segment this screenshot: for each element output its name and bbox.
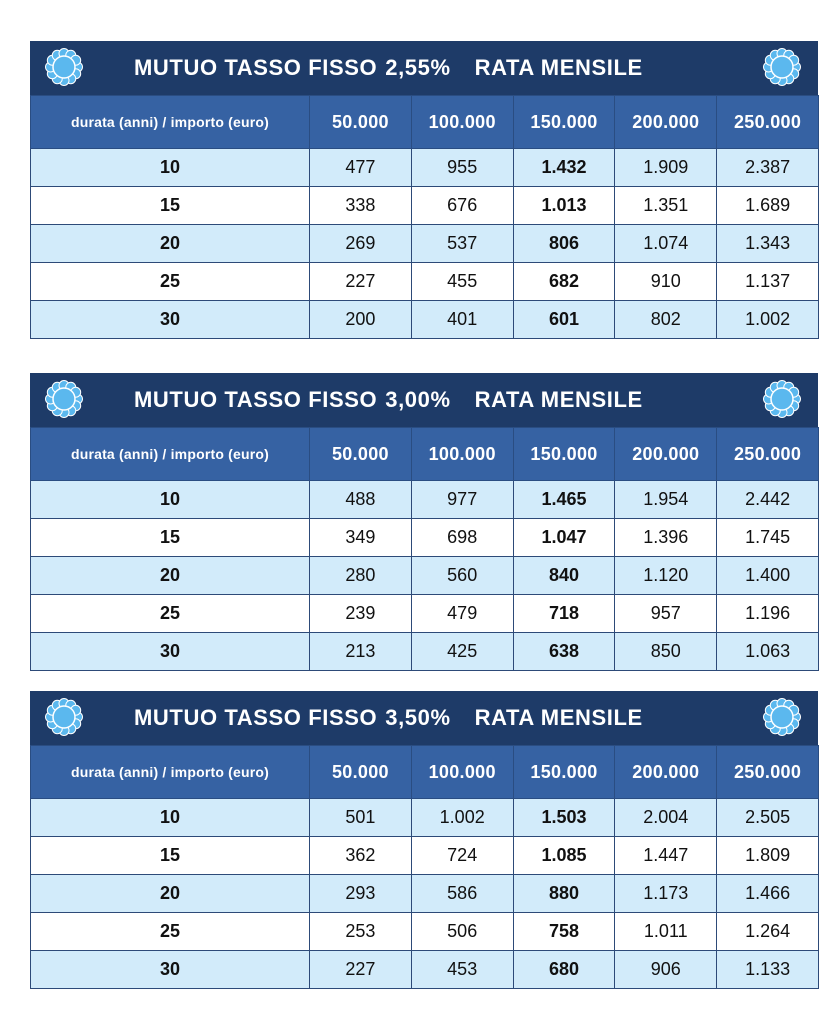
monthly-payment-cell: 227 xyxy=(310,951,412,989)
monthly-payment-cell: 957 xyxy=(615,595,717,633)
monthly-payment-cell: 910 xyxy=(615,263,717,301)
interest-rate: 3,00% xyxy=(385,387,451,412)
monthly-payment-cell: 680 xyxy=(513,951,615,989)
monthly-payment-cell: 1.432 xyxy=(513,149,615,187)
monthly-payment-cell: 586 xyxy=(411,875,513,913)
table-title-bar xyxy=(30,373,818,427)
table-row xyxy=(31,913,819,951)
monthly-payment-cell: 955 xyxy=(411,149,513,187)
monthly-payment-cell: 802 xyxy=(615,301,717,339)
monthly-payment-cell: 880 xyxy=(513,875,615,913)
monthly-payment-cell: 239 xyxy=(310,595,412,633)
table-title-bar xyxy=(30,691,818,745)
table-title xyxy=(134,691,643,745)
monthly-payment-cell: 1.196 xyxy=(717,595,819,633)
header-label: durata (anni) / importo (euro) xyxy=(31,746,310,799)
monthly-payment-cell: 906 xyxy=(615,951,717,989)
monthly-payment-cell: 560 xyxy=(411,557,513,595)
monthly-payment-cell: 1.503 xyxy=(513,799,615,837)
monthly-payment-cell: 269 xyxy=(310,225,412,263)
monthly-payment-cell: 455 xyxy=(411,263,513,301)
monthly-payment-cell: 1.343 xyxy=(717,225,819,263)
monthly-payment-cell: 253 xyxy=(310,913,412,951)
amount-header: 200.000 xyxy=(615,428,717,481)
interest-rate: 2,55% xyxy=(385,55,451,80)
duration-years-cell: 25 xyxy=(31,913,310,951)
monthly-payment-cell: 1.909 xyxy=(615,149,717,187)
amount-header: 200.000 xyxy=(615,746,717,799)
monthly-payment-cell: 977 xyxy=(411,481,513,519)
rate-table xyxy=(30,427,819,671)
amount-header: 250.000 xyxy=(717,428,819,481)
monthly-payment-cell: 2.505 xyxy=(717,799,819,837)
duration-years-cell: 30 xyxy=(31,951,310,989)
amount-header: 150.000 xyxy=(513,746,615,799)
table-title xyxy=(134,41,643,95)
amount-header: 250.000 xyxy=(717,746,819,799)
amount-header: 50.000 xyxy=(310,428,412,481)
table-title xyxy=(134,373,643,427)
monthly-payment-cell: 1.133 xyxy=(717,951,819,989)
monthly-payment-cell: 1.745 xyxy=(717,519,819,557)
header-row xyxy=(31,96,819,149)
monthly-payment-cell: 227 xyxy=(310,263,412,301)
table-row xyxy=(31,301,819,339)
amount-header: 50.000 xyxy=(310,746,412,799)
monthly-payment-cell: 1.447 xyxy=(615,837,717,875)
monthly-payment-cell: 453 xyxy=(411,951,513,989)
table-row xyxy=(31,951,819,989)
table-row xyxy=(31,519,819,557)
amount-header: 150.000 xyxy=(513,428,615,481)
duration-years-cell: 25 xyxy=(31,595,310,633)
monthly-payment-cell: 479 xyxy=(411,595,513,633)
mortgage-table-block-3 xyxy=(30,691,818,989)
title-label: RATA MENSILE xyxy=(474,387,643,412)
interest-rate: 3,50% xyxy=(385,705,451,730)
amount-header: 100.000 xyxy=(411,428,513,481)
monthly-payment-cell: 501 xyxy=(310,799,412,837)
header-label: durata (anni) / importo (euro) xyxy=(31,96,310,149)
table-row xyxy=(31,633,819,671)
monthly-payment-cell: 2.387 xyxy=(717,149,819,187)
monthly-payment-cell: 1.465 xyxy=(513,481,615,519)
monthly-payment-cell: 200 xyxy=(310,301,412,339)
duration-years-cell: 30 xyxy=(31,301,310,339)
monthly-payment-cell: 280 xyxy=(310,557,412,595)
monthly-payment-cell: 724 xyxy=(411,837,513,875)
flower-logo-icon xyxy=(44,47,84,87)
duration-years-cell: 30 xyxy=(31,633,310,671)
monthly-payment-cell: 362 xyxy=(310,837,412,875)
title-text: MUTUO TASSO FISSO xyxy=(134,387,378,412)
table-row xyxy=(31,149,819,187)
flower-logo-icon xyxy=(762,697,802,737)
duration-years-cell: 20 xyxy=(31,875,310,913)
header-label: durata (anni) / importo (euro) xyxy=(31,428,310,481)
monthly-payment-cell: 1.400 xyxy=(717,557,819,595)
table-title-bar xyxy=(30,41,818,95)
monthly-payment-cell: 1.013 xyxy=(513,187,615,225)
monthly-payment-cell: 213 xyxy=(310,633,412,671)
flower-logo-icon xyxy=(44,379,84,419)
table-row xyxy=(31,837,819,875)
table-row xyxy=(31,225,819,263)
monthly-payment-cell: 2.442 xyxy=(717,481,819,519)
monthly-payment-cell: 1.396 xyxy=(615,519,717,557)
title-text: MUTUO TASSO FISSO xyxy=(134,55,378,80)
monthly-payment-cell: 2.004 xyxy=(615,799,717,837)
flower-logo-icon xyxy=(762,379,802,419)
monthly-payment-cell: 537 xyxy=(411,225,513,263)
duration-years-cell: 10 xyxy=(31,149,310,187)
table-row xyxy=(31,557,819,595)
amount-header: 100.000 xyxy=(411,96,513,149)
title-text: MUTUO TASSO FISSO xyxy=(134,705,378,730)
duration-years-cell: 10 xyxy=(31,799,310,837)
monthly-payment-cell: 698 xyxy=(411,519,513,557)
monthly-payment-cell: 850 xyxy=(615,633,717,671)
monthly-payment-cell: 425 xyxy=(411,633,513,671)
monthly-payment-cell: 1.085 xyxy=(513,837,615,875)
flower-logo-icon xyxy=(762,47,802,87)
monthly-payment-cell: 676 xyxy=(411,187,513,225)
table-row xyxy=(31,481,819,519)
amount-header: 100.000 xyxy=(411,746,513,799)
monthly-payment-cell: 1.047 xyxy=(513,519,615,557)
monthly-payment-cell: 1.002 xyxy=(411,799,513,837)
monthly-payment-cell: 638 xyxy=(513,633,615,671)
monthly-payment-cell: 1.689 xyxy=(717,187,819,225)
monthly-payment-cell: 1.002 xyxy=(717,301,819,339)
duration-years-cell: 20 xyxy=(31,557,310,595)
monthly-payment-cell: 401 xyxy=(411,301,513,339)
monthly-payment-cell: 758 xyxy=(513,913,615,951)
monthly-payment-cell: 349 xyxy=(310,519,412,557)
monthly-payment-cell: 488 xyxy=(310,481,412,519)
monthly-payment-cell: 1.809 xyxy=(717,837,819,875)
title-label: RATA MENSILE xyxy=(474,705,643,730)
monthly-payment-cell: 806 xyxy=(513,225,615,263)
monthly-payment-cell: 840 xyxy=(513,557,615,595)
monthly-payment-cell: 477 xyxy=(310,149,412,187)
monthly-payment-cell: 718 xyxy=(513,595,615,633)
monthly-payment-cell: 1.466 xyxy=(717,875,819,913)
monthly-payment-cell: 682 xyxy=(513,263,615,301)
table-row xyxy=(31,875,819,913)
mortgage-table-block-2 xyxy=(30,373,818,671)
amount-header: 150.000 xyxy=(513,96,615,149)
duration-years-cell: 15 xyxy=(31,519,310,557)
monthly-payment-cell: 1.063 xyxy=(717,633,819,671)
rate-table xyxy=(30,95,819,339)
monthly-payment-cell: 1.173 xyxy=(615,875,717,913)
monthly-payment-cell: 1.120 xyxy=(615,557,717,595)
monthly-payment-cell: 601 xyxy=(513,301,615,339)
mortgage-table-block-1 xyxy=(30,41,818,339)
monthly-payment-cell: 1.137 xyxy=(717,263,819,301)
monthly-payment-cell: 1.954 xyxy=(615,481,717,519)
rate-table xyxy=(30,745,819,989)
table-row xyxy=(31,187,819,225)
flower-logo-icon xyxy=(44,697,84,737)
duration-years-cell: 20 xyxy=(31,225,310,263)
table-row xyxy=(31,263,819,301)
duration-years-cell: 10 xyxy=(31,481,310,519)
table-row xyxy=(31,799,819,837)
monthly-payment-cell: 1.011 xyxy=(615,913,717,951)
monthly-payment-cell: 1.074 xyxy=(615,225,717,263)
monthly-payment-cell: 338 xyxy=(310,187,412,225)
monthly-payment-cell: 293 xyxy=(310,875,412,913)
duration-years-cell: 25 xyxy=(31,263,310,301)
monthly-payment-cell: 1.351 xyxy=(615,187,717,225)
monthly-payment-cell: 1.264 xyxy=(717,913,819,951)
monthly-payment-cell: 506 xyxy=(411,913,513,951)
title-label: RATA MENSILE xyxy=(474,55,643,80)
duration-years-cell: 15 xyxy=(31,837,310,875)
header-row xyxy=(31,428,819,481)
header-row xyxy=(31,746,819,799)
amount-header: 250.000 xyxy=(717,96,819,149)
amount-header: 50.000 xyxy=(310,96,412,149)
amount-header: 200.000 xyxy=(615,96,717,149)
table-row xyxy=(31,595,819,633)
duration-years-cell: 15 xyxy=(31,187,310,225)
